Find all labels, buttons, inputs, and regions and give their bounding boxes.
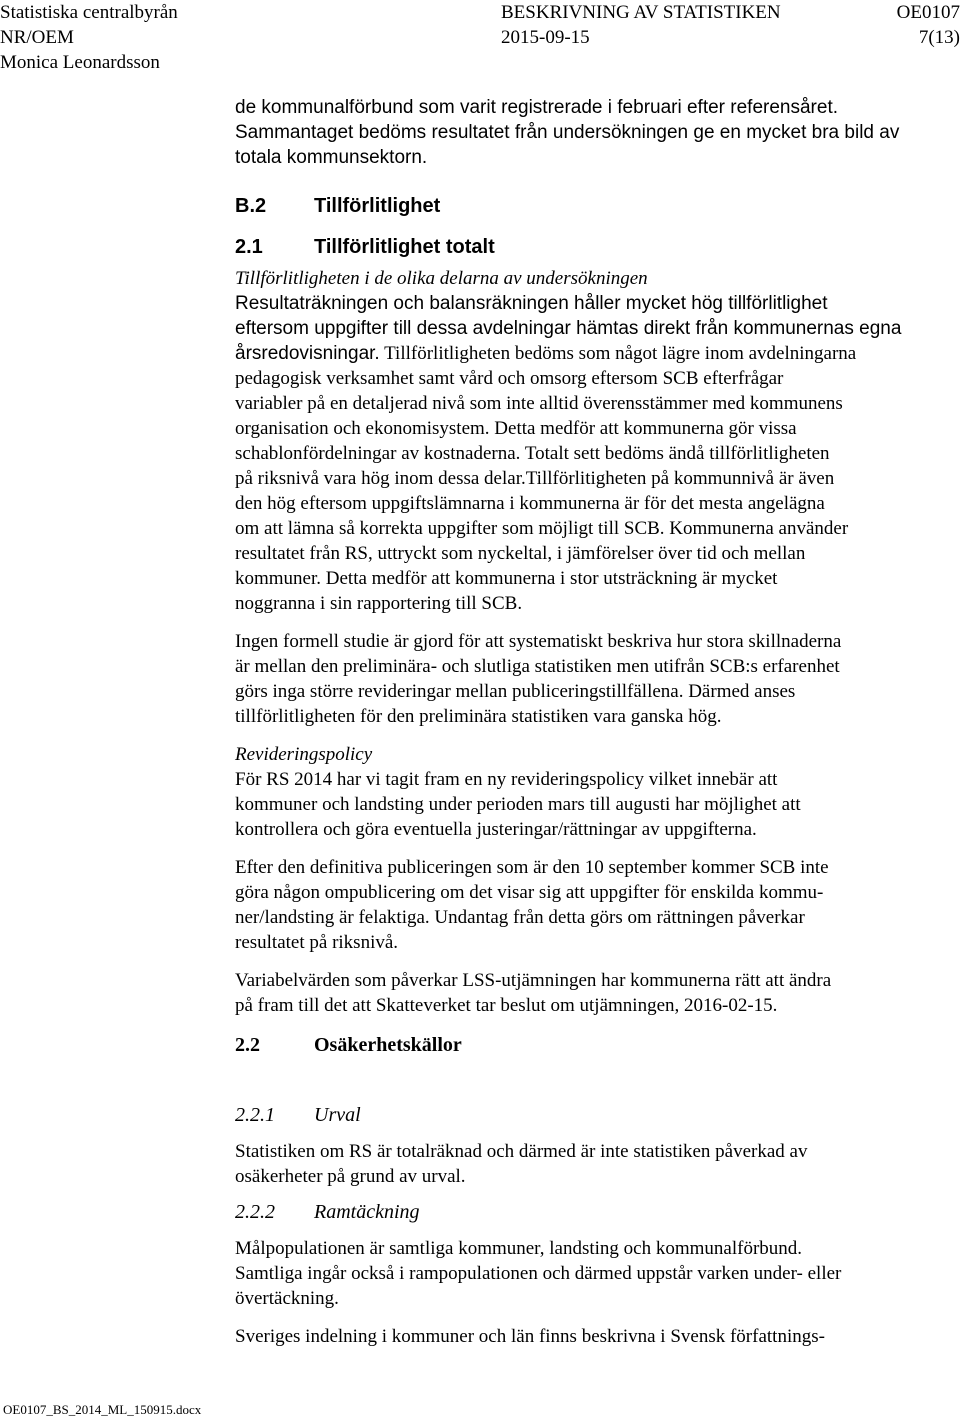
heading-title: Tillförlitlighet — [314, 195, 441, 217]
text-line: Statistiken om RS är totalräknad och därmed är inte statistiken påverkad av — [235, 1141, 808, 1162]
heading-title: Osäkerhetskällor — [314, 1034, 462, 1056]
heading-2-2 — [235, 1033, 950, 1058]
text-line: kommuner. Detta medför att kommunerna i stor utsträckning är mycket — [235, 568, 778, 589]
text-line: Samtliga ingår också i rampopulationen och därmed uppstår varken under- eller — [235, 1263, 842, 1284]
text-line: den hög eftersom uppgiftslämnarna i kommunerna är för det mesta angelägna — [235, 493, 825, 514]
paragraph-reliability — [235, 291, 950, 616]
text-line: tillförlitligheten för den preliminära statistiken vara ganska hög. — [235, 706, 722, 727]
text-line: Målpopulationen är samtliga kommuner, landsting och kommunalförbund. — [235, 1238, 803, 1259]
heading-2-2-2 — [235, 1200, 950, 1225]
footer-filename: OE0107_BS_2014_ML_150915.docx — [3, 1402, 202, 1417]
page-header — [0, 0, 960, 75]
header-date: 2015-09-15 — [501, 27, 590, 48]
text-line: Tillförlitligheten bedöms som något lägre inom avdelningarna — [379, 343, 857, 364]
text-line: övertäckning. — [235, 1288, 339, 1309]
text-line: göra någon ompublicering om det visar sig att uppgifter för enskilda kommu- — [235, 882, 824, 903]
heading-number: 2.2.1 — [235, 1104, 275, 1126]
heading-b2 — [235, 194, 950, 219]
text-line: resultatet på riksnivå. — [235, 932, 399, 953]
text-line: organisation och ekonomisystem. Detta medför att kommunerna gör vissa — [235, 418, 797, 439]
paragraph-revision-policy — [235, 767, 950, 842]
text-line: på fram till det att Skatteverket tar beslut om utjämningen, 2016-02-15. — [235, 995, 778, 1016]
text-line: om att lämna så korrekta uppgifter som möjligt till SCB. Kommunerna använder — [235, 518, 849, 539]
header-author: Monica Leonardsson — [0, 52, 160, 73]
heading-title: Urval — [314, 1104, 361, 1126]
heading-number: B.2 — [235, 195, 267, 217]
subheading-revision-policy: Revideringspolicy — [235, 744, 373, 765]
header-org: Statistiska centralbyrån — [0, 2, 178, 23]
text-line: totala kommunsektorn. — [235, 147, 428, 168]
header-doc-code: OE0107 — [896, 2, 960, 23]
heading-number: 2.2 — [235, 1034, 260, 1056]
text-line: schablonfördelningar av kostnaderna. Totalt sett bedöms ändå tillförlitligheten — [235, 443, 830, 464]
header-doc-type: BESKRIVNING AV STATISTIKEN — [501, 2, 781, 23]
text-line: de kommunalförbund som varit registrerade i februari efter referensåret. — [235, 97, 838, 118]
heading-number: 2.2.2 — [235, 1201, 275, 1223]
heading-title: Tillförlitlighet totalt — [314, 236, 495, 258]
text-line: är mellan den preliminära- och slutliga statistiken men utifrån SCB:s erfarenhet — [235, 656, 840, 677]
document-body — [235, 95, 950, 1349]
paragraph-lss — [235, 968, 950, 1018]
subheading-reliability-parts: Tillförlitligheten i de olika delarna av undersökningen — [235, 268, 648, 289]
heading-number: 2.1 — [235, 236, 263, 258]
text-line: pedagogisk verksamhet samt vård och omsorg eftersom SCB efterfrågar — [235, 368, 784, 389]
text-line: osäkerheter på grund av urval. — [235, 1166, 466, 1187]
text-line: eftersom uppgifter till dessa avdelningar hämtas direkt från kommunernas egna — [235, 318, 902, 339]
paragraph-frame-coverage — [235, 1236, 950, 1311]
heading-2-2-1 — [235, 1103, 950, 1128]
text-line: För RS 2014 har vi tagit fram en ny revideringspolicy vilket innebär att — [235, 769, 778, 790]
paragraph-sampling — [235, 1139, 950, 1189]
text-line: variabler på en detaljerad nivå som inte alltid överensstämmer med kommunens — [235, 393, 843, 414]
text-line: Efter den definitiva publiceringen som är den 10 september kommer SCB inte — [235, 857, 829, 878]
text-line: Variabelvärden som påverkar LSS-utjämningen har kommunerna rätt att ändra — [235, 970, 832, 991]
text-line: Resultaträkningen och balansräkningen håller mycket hög tillförlitlighet — [235, 293, 828, 314]
paragraph-publication — [235, 855, 950, 955]
heading-title: Ramtäckning — [314, 1201, 420, 1223]
header-page-number: 7(13) — [918, 27, 960, 48]
text-line: kommuner och landsting under perioden mars till augusti har möjlighet att — [235, 794, 801, 815]
text-line: resultatet från RS, uttryckt som nyckeltal, i jämförelser över tid och mellan — [235, 543, 806, 564]
paragraph-municipal-division: Sveriges indelning i kommuner och län finns beskrivna i Svensk författnings- — [235, 1326, 825, 1347]
header-unit: NR/OEM — [0, 27, 74, 48]
paragraph-revisions — [235, 629, 950, 729]
text-line: görs inga större revideringar mellan publiceringstillfällena. Därmed anses — [235, 681, 796, 702]
heading-2-1 — [235, 235, 950, 260]
text-line: ner/landsting är felaktiga. Undantag från detta görs om rättningen påverkar — [235, 907, 805, 928]
intro-paragraph — [235, 95, 950, 170]
text-line: årsredovisningar. — [235, 343, 380, 364]
text-line: kontrollera och göra eventuella justeringar/rättningar av uppgifterna. — [235, 819, 757, 840]
text-line: på riksnivå vara hög inom dessa delar.Tillförlitigheten på kommunnivå är även — [235, 468, 835, 489]
text-line: Ingen formell studie är gjord för att systematiskt beskriva hur stora skillnaderna — [235, 631, 842, 652]
text-line: noggranna i sin rapportering till SCB. — [235, 593, 523, 614]
text-line: Sammantaget bedöms resultatet från undersökningen ge en mycket bra bild av — [235, 122, 900, 143]
